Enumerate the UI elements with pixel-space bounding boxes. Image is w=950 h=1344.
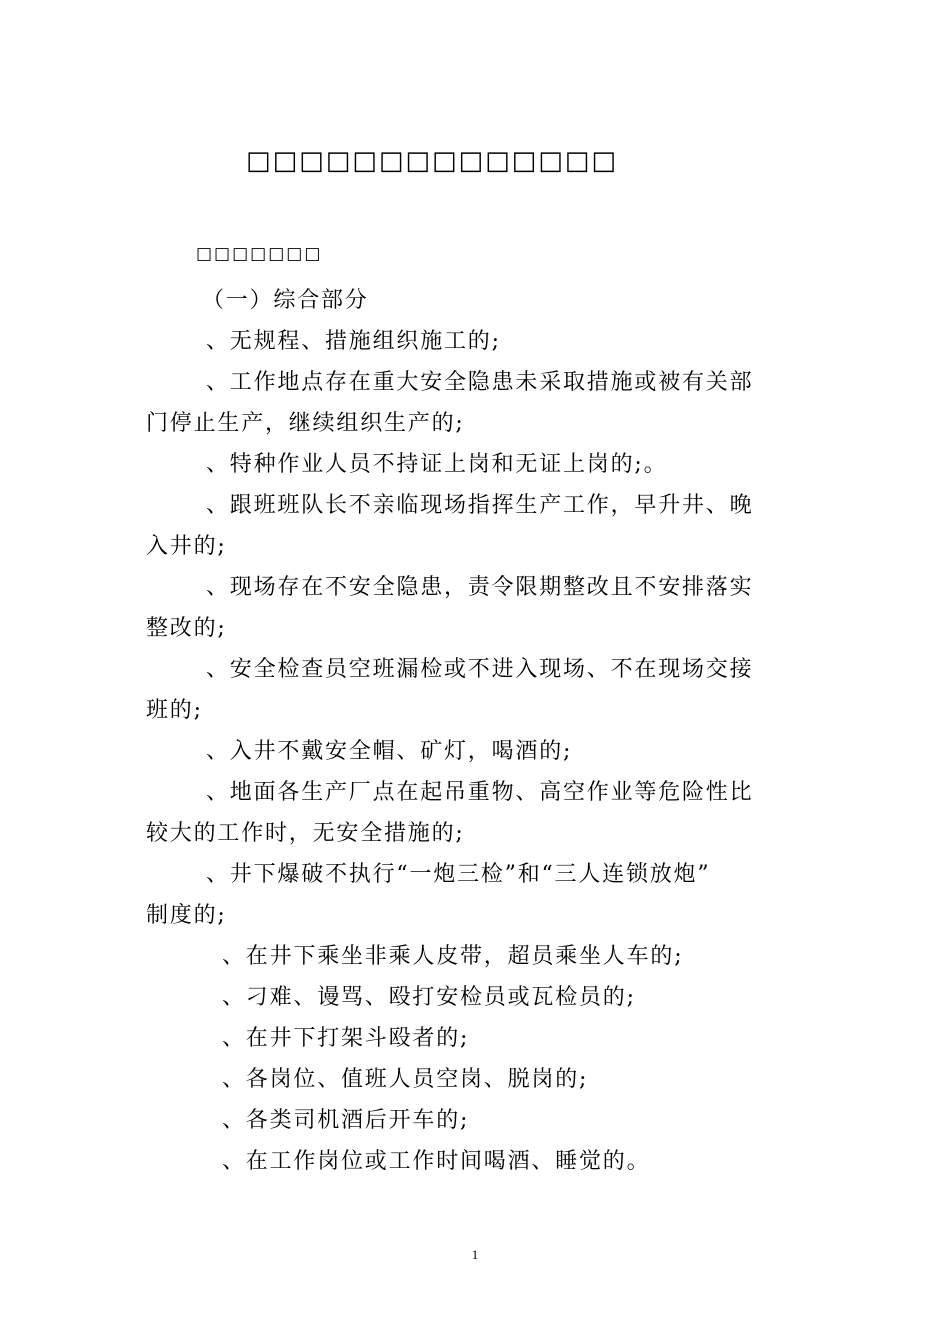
document-title: □□□□□□□□□□□□□□ (246, 146, 618, 176)
text-line: 、入井不戴安全帽、矿灯，喝酒的; (206, 739, 573, 764)
text-line: 、在工作岗位或工作时间喝酒、睡觉的。 (222, 1149, 651, 1174)
section-heading: （一）综合部分 (202, 288, 369, 313)
text-line: 、各岗位、值班人员空岗、脱岗的; (222, 1067, 589, 1092)
text-line: 、在井下乘坐非乘人皮带，超员乘坐人车的; (222, 944, 684, 969)
page-number: 1 (471, 1247, 479, 1262)
document-subtitle: □□□□□□□ (196, 244, 323, 264)
text-line: 整改的; (146, 616, 227, 641)
text-line: 、跟班班队长不亲临现场指挥生产工作，早升井、晚 (206, 493, 754, 518)
text-line: 、地面各生产厂点在起吊重物、高空作业等危险性比 (206, 780, 754, 805)
text-line: 、现场存在不安全隐患，责令限期整改且不安排落实 (206, 575, 754, 600)
text-line: 、安全检查员空班漏检或不进入现场、不在现场交接 (206, 657, 754, 682)
text-line: 制度的; (146, 903, 227, 928)
text-line: 、井下爆破不执行“一炮三检”和“三人连锁放炮” (206, 862, 711, 887)
text-line: 、刁难、谩骂、殴打安检员或瓦检员的; (222, 985, 636, 1010)
text-line: 、工作地点存在重大安全隐患未采取措施或被有关部 (206, 370, 754, 395)
document-body (146, 280, 816, 1182)
text-line: 、各类司机酒后开车的; (222, 1108, 470, 1133)
text-line: 门停止生产，继续组织生产的; (146, 411, 465, 436)
text-line: 入井的; (146, 534, 227, 559)
text-line: 班的; (146, 698, 203, 723)
text-line: 较大的工作时，无安全措施的; (146, 821, 465, 846)
text-line: 、无规程、措施组织施工的; (206, 329, 501, 354)
text-line: 、在井下打架斗殴者的; (222, 1026, 470, 1051)
rule-list (146, 321, 816, 1182)
text-line: 、特种作业人员不持证上岗和无证上岗的;。 (206, 452, 668, 477)
